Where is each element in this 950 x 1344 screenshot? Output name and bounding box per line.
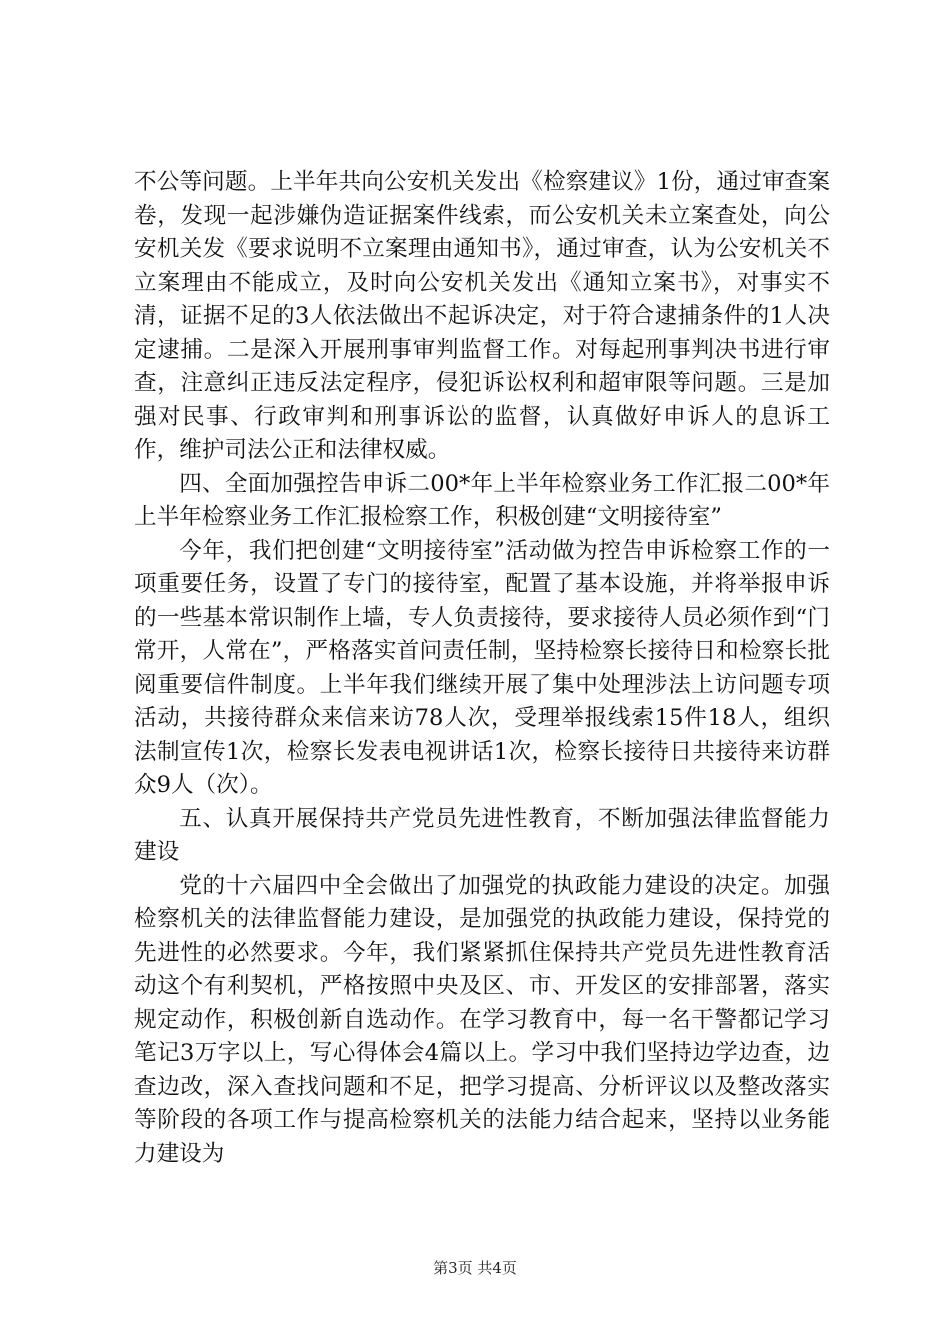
paragraph-continuation: 不公等问题。上半年共向公安机关发出《检察建议》1份，通过审查案卷，发现一起涉嫌伪造证据案件线索，而公安机关未立案查处，向公安机关发《要求说明不立案理由通知书》，通过审查，认为公安机关不立案理由不能成立，及时向公安机关发出《通知立案书》，对事实不清，证据不足的3人依法做出不起诉决定，对于符合逮捕条件的1人决定逮捕。二是深入开展刑事审判监督工作。对每起刑事判决书进行审查，注意纠正违反法定程序，侵犯诉讼权利和超审限等问题。三是加强对民事、行政审判和刑事诉讼的监督，认真做好申诉人的息诉工作，维护司法公正和法律权威。 <box>134 169 830 463</box>
section-heading-complaints: 四、全面加强控告申诉二00*年上半年检察业务工作汇报二00*年上半年检察业务工作汇报检察工作，积极创建“文明接待室” <box>134 470 830 530</box>
document-body <box>134 166 830 1171</box>
page-footer: 第3页 共4页 <box>433 1259 517 1277</box>
paragraph-reception-room: 今年，我们把创建“文明接待室”活动做为控告申诉检察工作的一项重要任务，设置了专门的接待室，配置了基本设施，并将举报申诉的一些基本常识制作上墙，专人负责接待，要求接待人员必须作到“门常开，人常在”，严格落实首问责任制，坚持检察长接待日和检察长批阅重要信件制度。上半年我们继续开展了集中处理涉法上访问题专项活动，共接待群众来信来访78人次，受理举报线索15件18人，组织法制宣传1次，检察长发表电视讲话1次，检察长接待日共接待来访群众9人（次）。 <box>134 537 830 798</box>
section-heading-party-education: 五、认真开展保持共产党员先进性教育，不断加强法律监督能力建设 <box>134 805 830 865</box>
paragraph-supervision-capacity: 党的十六届四中全会做出了加强党的执政能力建设的决定。加强检察机关的法律监督能力建设，是加强党的执政能力建设，保持党的先进性的必然要求。今年，我们紧紧抓住保持共产党员先进性教育活动这个有利契机，严格按照中央及区、市、开发区的安排部署，落实规定动作，积极创新自选动作。在学习教育中，每一名干警都记学习笔记3万字以上，写心得体会4篇以上。学习中我们坚持边学边查，边查边改，深入查找问题和不足，把学习提高、分析评议以及整改落实等阶段的各项工作与提高检察机关的法能力结合起来，坚持以业务能力建设为 <box>134 872 830 1167</box>
